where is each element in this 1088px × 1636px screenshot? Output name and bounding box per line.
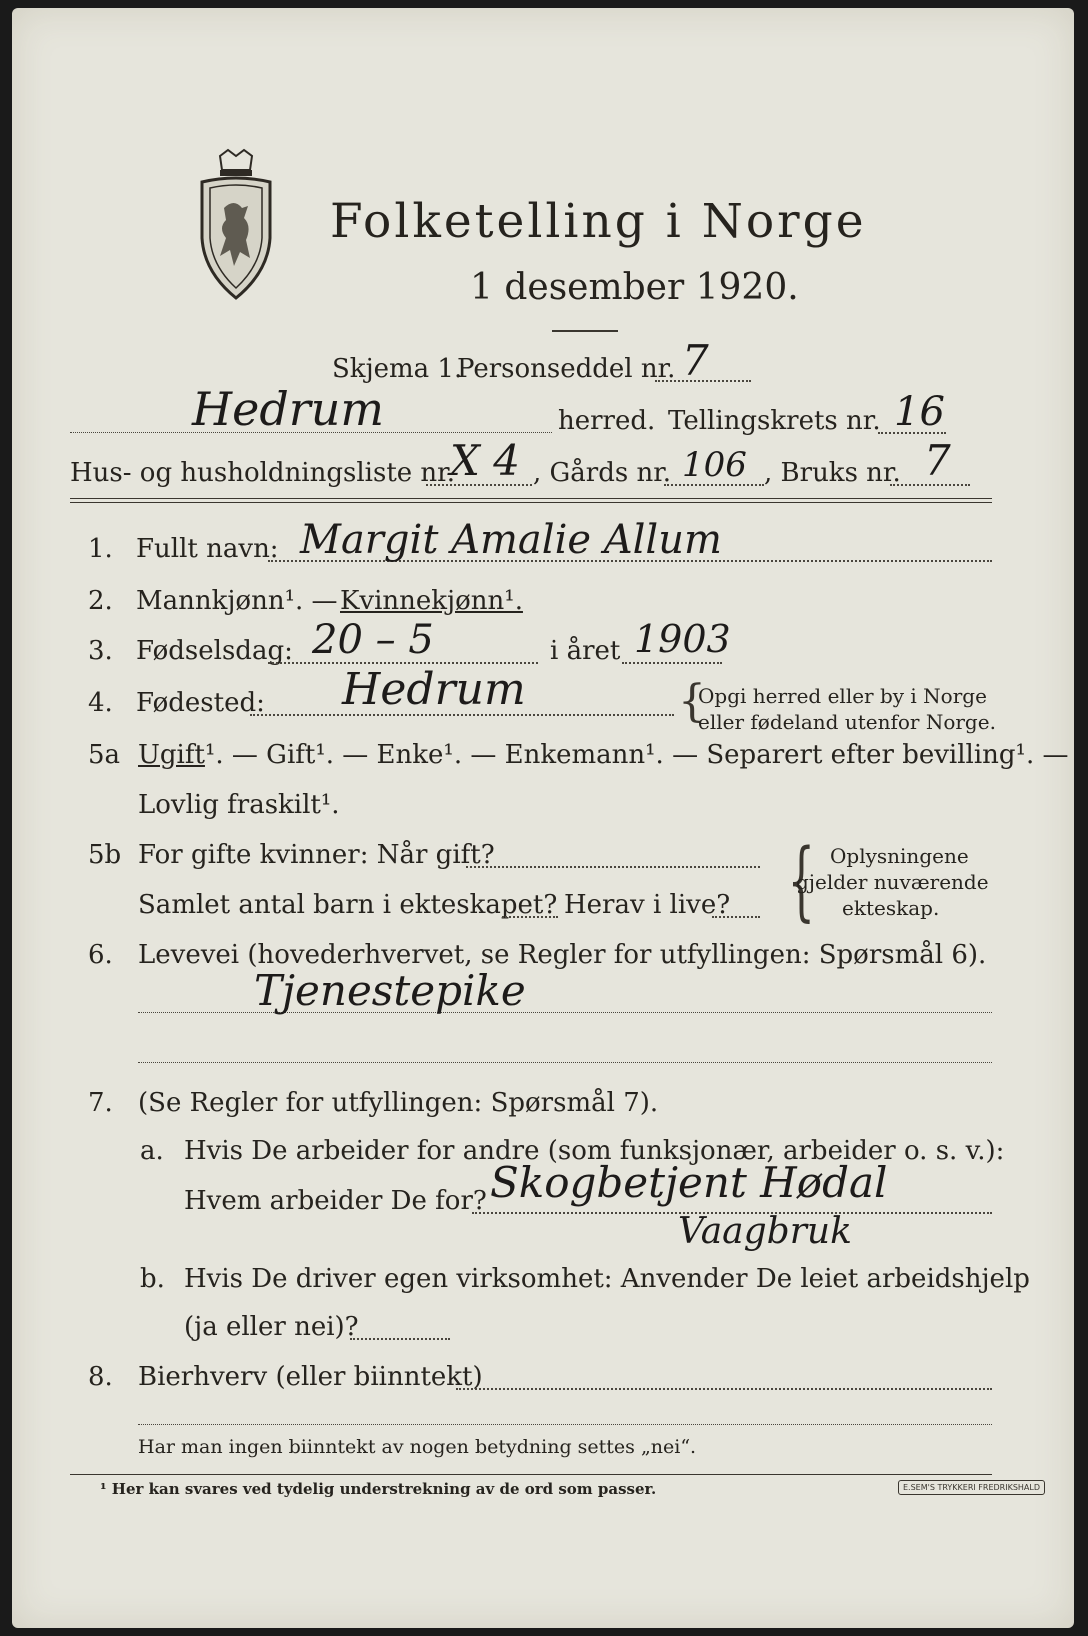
q4-label: Fødested: [136,688,265,718]
tellingskrets-label: Tellingskrets nr. [668,406,881,436]
q7a-line-1: Hvis De arbeider for andre (som funksjonær, arbeider o. s. v.): [184,1136,1005,1166]
q3-label: Fødselsdag: [136,636,293,666]
coat-of-arms-icon [190,148,282,304]
footnote-rule [70,1474,992,1475]
q7a-employer-value-1: Skogbetjent Hødal [490,1158,888,1207]
q5b-note-3: ekteskap. [842,896,940,920]
q7b-line-2: (ja eller nei)? [184,1312,359,1342]
q5b-number: 5b [88,840,122,870]
q6-number: 6. [88,940,113,970]
q2-number: 2. [88,586,113,616]
q5b-married-line [466,866,760,868]
q7b-answer-line [350,1338,450,1340]
q3-year-line [622,662,722,664]
q8-line-2 [138,1424,992,1425]
q5a-line-2: Lovlig fraskilt¹. [138,790,340,820]
q3-year-label: i året [550,636,621,666]
q5b-note-1: Oplysningene [830,844,969,868]
q5b-brace: { [787,831,816,931]
gards-label: , Gårds nr. [533,458,672,488]
hus-label: Hus- og husholdningsliste nr. [70,458,456,488]
q5a-options: ¹. — Gift¹. — Enke¹. — Enkemann¹. — Separert efter bevilling¹. — [204,740,1069,770]
header-rule-2 [70,502,992,503]
q8-line-1 [456,1388,992,1390]
q7b-letter: b. [140,1264,165,1294]
bruks-value: 7 [924,436,951,485]
q1-number: 1. [88,534,113,564]
q4-note-1: Opgi herred eller by i Norge [698,684,987,708]
q6-label: Levevei (hovederhvervet, se Regler for utfyllingen: Spørsmål 6). [138,940,987,970]
q7a-letter: a. [140,1136,164,1166]
header-rule-1 [70,498,992,499]
herred-value: Hedrum [192,382,385,436]
personseddel-label: Personseddel nr. [457,354,676,384]
q4-number: 4. [88,688,113,718]
census-form [12,8,1074,1628]
q5b-alive-line [712,916,760,918]
q3-number: 3. [88,636,113,666]
q7a-line-2: Hvem arbeider De for? [184,1186,487,1216]
bruks-label: , Bruks nr. [764,458,901,488]
census-date: 1 desember 1920. [470,267,799,308]
personseddel-value: 7 [682,336,709,385]
q5b-note-2: gjelder nuværende [796,870,989,894]
footnote: ¹ Her kan svares ved tydelig understrekning av de ord som passer. [100,1480,657,1498]
q4-value: Hedrum [342,664,526,715]
q1-value: Margit Amalie Allum [300,517,722,563]
tellingskrets-value: 16 [894,389,945,435]
q5a-number: 5a [88,740,121,770]
q4-brace: { [678,676,706,727]
q7b-line-1: Hvis De driver egen virksomhet: Anvender De leiet arbeidshjelp [184,1264,1030,1294]
q8-label: Bierhverv (eller biinntekt) [138,1362,483,1392]
title-divider [552,330,618,332]
q5b-children-label: Samlet antal barn i ekteskapet? [138,890,558,920]
footer-note: Har man ingen biinntekt av nogen betydning settes „nei“. [138,1436,697,1458]
skjema-label: Skjema 1. [332,354,463,384]
q3-year-value: 1903 [634,617,731,661]
q5b-line-1: For gifte kvinner: Når gift? [138,840,495,870]
q7a-employer-value-2: Vaagbruk [678,1211,852,1252]
q3-value: 20 – 5 [312,617,434,663]
q2-male: Mannkjønn¹. — [136,586,338,616]
q4-note-2: eller fødeland utenfor Norge. [698,710,996,734]
q7-label: (Se Regler for utfyllingen: Spørsmål 7). [138,1088,659,1118]
form-title: Folketelling i Norge [330,194,867,249]
q6-value: Tjenestepike [254,966,526,1015]
q1-label: Fullt navn: [136,534,279,564]
q6-line-2 [138,1062,992,1063]
printer-stamp: E.SEM'S TRYKKERI FREDRIKSHALD [898,1480,1045,1495]
q2-female: Kvinnekjønn¹. [340,586,523,616]
gards-value: 106 [682,445,747,485]
hus-value: X 4 [450,436,520,485]
q5a-line-1 [138,742,1069,768]
q5a-ugift: Ugift [138,740,205,770]
q8-number: 8. [88,1362,113,1392]
herred-label: herred. [558,406,656,436]
q5b-children-line [502,916,558,918]
q5b-alive-label: Herav i live? [564,890,731,920]
q7-number: 7. [88,1088,113,1118]
